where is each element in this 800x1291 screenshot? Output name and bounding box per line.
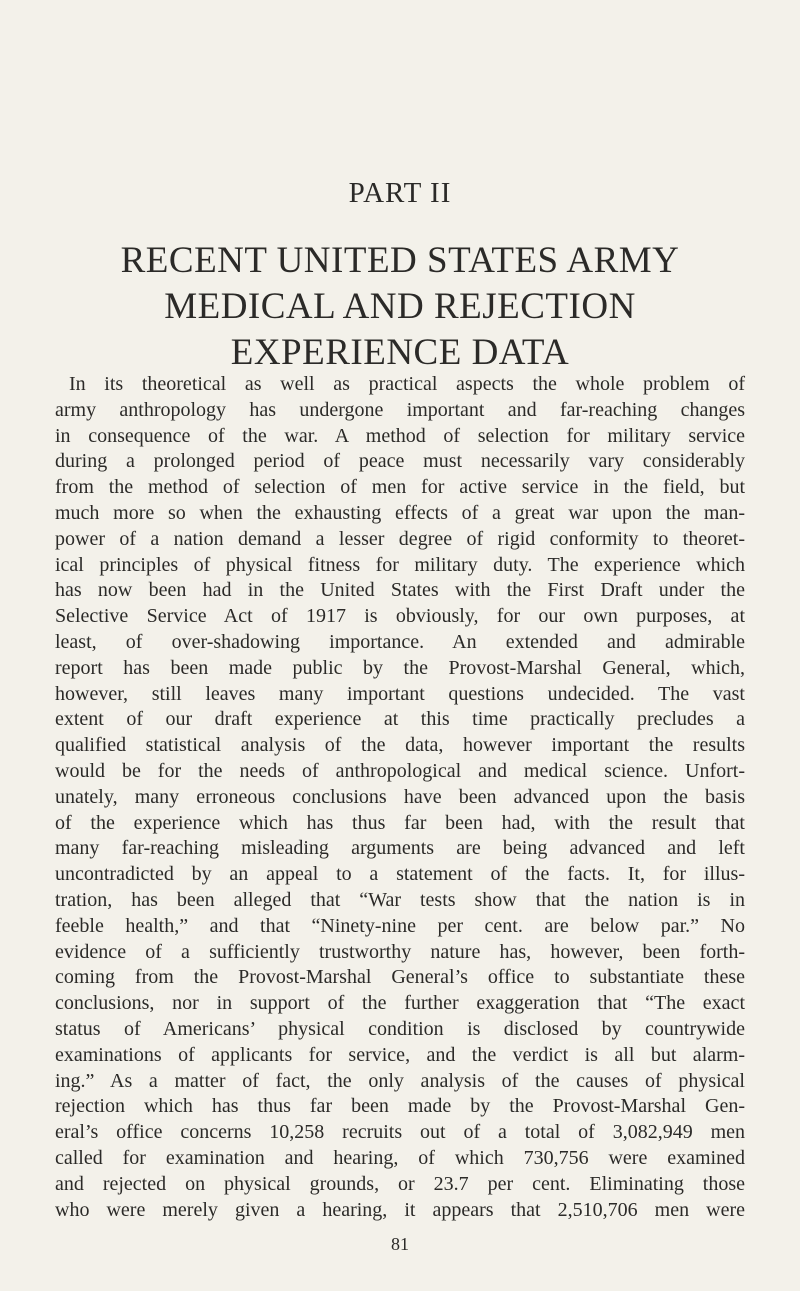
- text-line: much more so when the exhausting effects of a great war upon the man-: [55, 501, 745, 524]
- chapter-title: [60, 238, 740, 376]
- part-label: PART II: [348, 177, 452, 209]
- text-line: of the experience which has thus far been had, with the result that: [55, 811, 745, 834]
- text-line: ing.” As a matter of fact, the only analysis of the causes of physical: [55, 1069, 745, 1092]
- text-line: tration, has been alleged that “War tests show that the nation is in: [55, 888, 745, 911]
- text-line: army anthropology has undergone important and far-reaching changes: [55, 398, 745, 421]
- page-number: 81: [391, 1234, 409, 1254]
- text-line: status of Americans’ physical condition is disclosed by countrywide: [55, 1017, 745, 1040]
- text-line: however, still leaves many important questions undecided. The vast: [55, 682, 745, 705]
- chapter-title-line: RECENT UNITED STATES ARMY: [120, 240, 680, 281]
- text-line: qualified statistical analysis of the data, however important the results: [55, 734, 745, 757]
- text-line: feeble health,” and that “Ninety-nine per cent. are below par.” No: [55, 914, 745, 937]
- text-line: evidence of a sufficiently trustworthy nature has, however, been forth-: [55, 940, 745, 963]
- text-line: power of a nation demand a lesser degree of rigid conformity to theoret-: [55, 527, 745, 550]
- body-paragraph: [55, 372, 745, 1223]
- text-line: Selective Service Act of 1917 is obviously, for our own purposes, at: [55, 605, 745, 628]
- text-line: during a prolonged period of peace must necessarily vary considerably: [55, 450, 745, 473]
- text-line: rejection which has thus far been made by the Provost-Marshal Gen-: [55, 1095, 745, 1118]
- text-line: who were merely given a hearing, it appears that 2,510,706 men were: [55, 1198, 745, 1221]
- text-line: In its theoretical as well as practical aspects the whole problem of: [69, 373, 745, 395]
- text-line: and rejected on physical grounds, or 23.7 per cent. Eliminating those: [55, 1172, 745, 1195]
- chapter-title-line: EXPERIENCE DATA: [230, 332, 570, 373]
- text-line: ical principles of physical fitness for military duty. The experience which: [55, 553, 745, 576]
- text-line: many far-reaching misleading arguments are being advanced and left: [55, 837, 745, 860]
- text-line: examinations of applicants for service, and the verdict is all but alarm-: [55, 1043, 745, 1066]
- text-line: called for examination and hearing, of which 730,756 were examined: [55, 1146, 745, 1169]
- text-line: conclusions, nor in support of the further exaggeration that “The exact: [55, 992, 745, 1015]
- text-line: would be for the needs of anthropological and medical science. Unfort-: [55, 759, 745, 782]
- chapter-title-line: MEDICAL AND REJECTION: [164, 286, 636, 327]
- text-line: unately, many erroneous conclusions have been advanced upon the basis: [55, 785, 745, 808]
- text-line: coming from the Provost-Marshal General’s office to substantiate these: [55, 966, 745, 989]
- text-line: has now been had in the United States with the First Draft under the: [55, 579, 745, 602]
- text-line: eral’s office concerns 10,258 recruits out of a total of 3,082,949 men: [55, 1121, 745, 1144]
- text-line: report has been made public by the Provost-Marshal General, which,: [55, 656, 745, 679]
- text-line: in consequence of the war. A method of selection for military service: [55, 424, 745, 447]
- text-line: extent of our draft experience at this time practically precludes a: [55, 708, 745, 731]
- text-line: uncontradicted by an appeal to a statement of the facts. It, for illus-: [55, 863, 745, 886]
- text-line: least, of over-shadowing importance. An extended and admirable: [55, 630, 745, 653]
- text-line: from the method of selection of men for active service in the field, but: [55, 476, 745, 499]
